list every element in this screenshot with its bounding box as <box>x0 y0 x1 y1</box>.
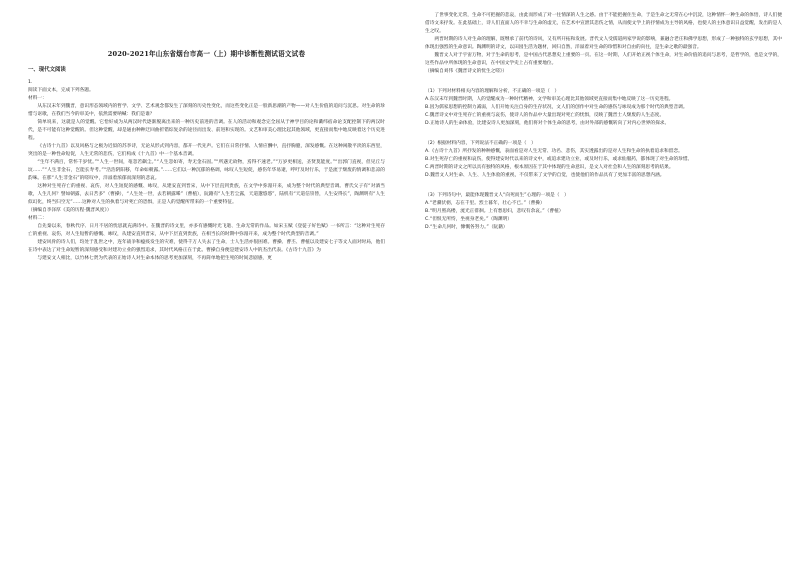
option-c: C.“但恨无所恃，坐视身老矣。”（陶渊明） <box>425 217 512 222</box>
question-number: 1. <box>28 80 33 85</box>
option-c: C.魏晋诗文中对生死存亡的重视与哀伤，使诗人的作品中大量出现对死亡的忧惧，反映了魏晋士人颓废的人生态度。 <box>425 113 665 118</box>
option-b: B.对生死存亡的重视和哀伤，使得建安时代以来的诗文中，或追求建功立业，或及时行乐，或求仙服药，都体现了对生命的珍惜。 <box>425 157 693 162</box>
option-c: C.两晋时期的诗文之所以具有独特的风格，根本原因在于其中体现的生命意识，是文人对社会和人生的深刻思考的结果。 <box>425 165 674 170</box>
option-d: D.“生命几何时，慷慨各努力。”（阮籍） <box>425 225 508 230</box>
source-citation: （摘编自刘伟《魏晋诗文的忧生之嗟》） <box>425 69 508 74</box>
paragraph: 简单说来，这就是人的觉醒。它恰好成为从两汉时代逐渐脱离出来的一种历史前进的音调。在人的活动和观念完全屈从于神学目的论和谶纬宿命论支配控制下的两汉时代，是不可能有这种觉醒的。但这种觉醒，却是通由种种迂回曲折错综复杂的途径而出发、前进和实现的。文艺和审美心理比起其他领域，更直接而集中地反映着这个历史进程。 <box>28 120 385 141</box>
paragraph: 魏晋文人对于宇宙万物，对于生命的思考，是中国古代思想史上重要的一页。在这一时期，人们开始正视个体生命，对生命价值的追问与思考，是哲学的，也是文学的，这些作品中所体现的生命意识，在中国文学史上占有重要地位。 <box>425 53 782 66</box>
paragraph: 自先秦以来，春秋代序、日月不居的忧思就充满诗中。在魏晋的诗文里，亦多有感慨时光飞逝、生命无常的作品。如宋玉赋《登徒子好色赋》一书所言：“这种对生死存亡的重视、哀伤，对人生短暂的感慨、咏叹，从建安直到晋宋，从中下层直到贵族，在相当长的时期中弥漫开来，成为整个时代典型的音调。” <box>28 224 385 237</box>
section-heading: 一、现代文阅读 <box>28 67 66 73</box>
option-a: A.《古诗十九首》所抒发的种种感慨，表面看是对人生无常、功名、悲伤，其实透露出的是对人生和生命的执着追求和留恋。 <box>425 149 683 154</box>
page-title: 2020-2021年山东省烟台市高一（上）期中诊断性测试语文试卷 <box>107 50 306 58</box>
instructions: 阅读下面文本，完成下列各题。 <box>28 88 94 93</box>
option-b: B.“明月照高楼，流光正徘徊。上有愁思妇，悲叹有余哀。”（曹植） <box>425 209 564 214</box>
paragraph: 这种对生死存亡的重视、哀伤，对人生短促的感慨、咏叹，从建安直到晋宋，从中下层直到贵族，在文学中弥漫开来，成为整个时代的典型音调。曹氏父子有“对酒当歌，人生几何？譬如朝露，去日苦多”（曹操），“人生处一世，去若朝露晞”（曹植），阮籍有“人生若尘露，天道邈悠悠”，陆机有“天道信崇替，人生安得长”，陶渊明有“人生似幻化，终当归空无”……这种对人生的执着与对死亡的恐惧，正是人的觉醒所带来的一个重要特征。 <box>28 184 385 205</box>
left-column <box>28 38 385 263</box>
paragraph: 了世事变化无常，生命不可把握的悲哀，由此而形成了对一往情深的人生之感。由于不能把握住生命，于是生命之无常在心中沉淀，这种情怀一种生命的体悟，诗人们便借诗文来抒发。在此基础上，诗人们直面人的不幸与生命的虚无，在艺术中宣泄其悲伤之情，从而使文学上的抒情成为主导的风格，也使人的主体意识日益觉醒，发出的是人生之叹。 <box>425 13 782 34</box>
option-d: D.正始诗人的生命体验，比建安诗人更加深刻，他们将对个体生命的思考，由对外部的感慨转向了对内心世界的探求。 <box>425 121 670 126</box>
material-2-label: 材料二： <box>28 216 47 221</box>
option-d: D.魏晋文人对生命、人生、人生体验的重视，不仅带来了文学的自觉，也使他们的作品具有了更加丰富的思想内涵。 <box>425 173 665 178</box>
option-a: A.“老骥伏枥，志在千里。烈士暮年，壮心不已。”（曹操） <box>425 201 545 206</box>
option-b: B.因为儒家思想的控制力减弱，人们开始关注自身的生存状况，文人们的创作中对生命的感伤与咏叹成为那个时代的典型音调。 <box>425 105 688 110</box>
option-a: A.东汉末年到魏晋时期，人的觉醒成为一种时代精神，文学和审美心理比其他领域更直接而集中地反映了这一历史进程。 <box>425 97 674 102</box>
paragraph: “生年不满百，常怀千岁忧。”“人生一世间，奄忽若飙尘。”“人生忽如寄，寿无金石固。”“所遇无故物，焉得不速老。”“万岁更相送，圣贤莫能度。”“出郭门直视，但见丘与坟……”“人生非金石，岂能长寿考。”“浩浩阴阳移，年命如朝露。”……它们以一种沉郁的格调，咏叹人生短促，感伤年华易逝，呼吁及时行乐，于是流于颓废的情调和悲凉的韵味。在那“人生非金石”的嗟叹中，洋溢着浓郁而深刻的悲哀。 <box>28 160 385 181</box>
question-1-stem: （1）下列对材料相关内容的理解和分析，不正确的一项是（ ） <box>425 89 560 94</box>
paragraph: 《古诗十九首》以及风格与之极为近似的苏李诗，无论从形式到内容，都开一代先声。它们在日常抒情、人情应酬中，直抒胸臆，深发感慨。在这种闲散平淡的东西里，突出的是一种性命短促，人生无常的悲伤，它们构成《十九首》中一个基本音调。 <box>28 144 385 157</box>
question-3-stem: （3）下列诗句中，最能体现魏晋文人“向死而生”心理的一项是（ ） <box>425 193 569 198</box>
material-1-label: 材料一： <box>28 96 47 101</box>
paragraph: 与建安文人相比，以竹林七贤为代表的正始诗人对生命本体的思考更加深刻，不再简单地把生死的时间悲剧感，更 <box>37 256 272 261</box>
source-citation: （摘编自李泽厚《美的历程·魏晋风度》） <box>28 208 112 213</box>
right-column <box>425 12 782 232</box>
paragraph: 从东汉末年到魏晋，意识形态领域内的哲学、文学、艺术观念都发生了深刻的历史性变化，而这些变化正是一股新思潮的产物——对人生价值的追问与沉思。对生命的珍惜与讴歌，在我们当今的审美中，依然需要呐喊：我们是谁？ <box>28 104 385 117</box>
paragraph: 两晋时期的诗人对生命的理解，既继承了前代的诗风，又有所开拓和发展。晋代文人受儒道两家学说的影响，兼融合老庄和佛学思想，形成了一种独特的玄学思想，其中体现出强烈的生命意识。陶渊明的诗文，以田园生活为题材，回归自然，洋溢着对生命的珍惜和对自由的向往，是生命之歌的最强音。 <box>425 37 782 50</box>
paragraph: 建安风骨的诗人们，均处于乱世之中，连年战争和瘟疫发生的灾难，使得千万人失去了生命，士人生活亦很困难。曹操、曹丕、曹植以及建安七子等文人面对时局，他们在诗中表达了对生命短暂的深刻感受和对建功立业的强烈追求，其时代风格正在于此。曹操自身便是建安诗人中的杰出代表。《古诗十九首》为 <box>28 240 385 253</box>
question-2-stem: （2）根据材料内容，下列说法不正确的一项是（ ） <box>425 141 536 146</box>
